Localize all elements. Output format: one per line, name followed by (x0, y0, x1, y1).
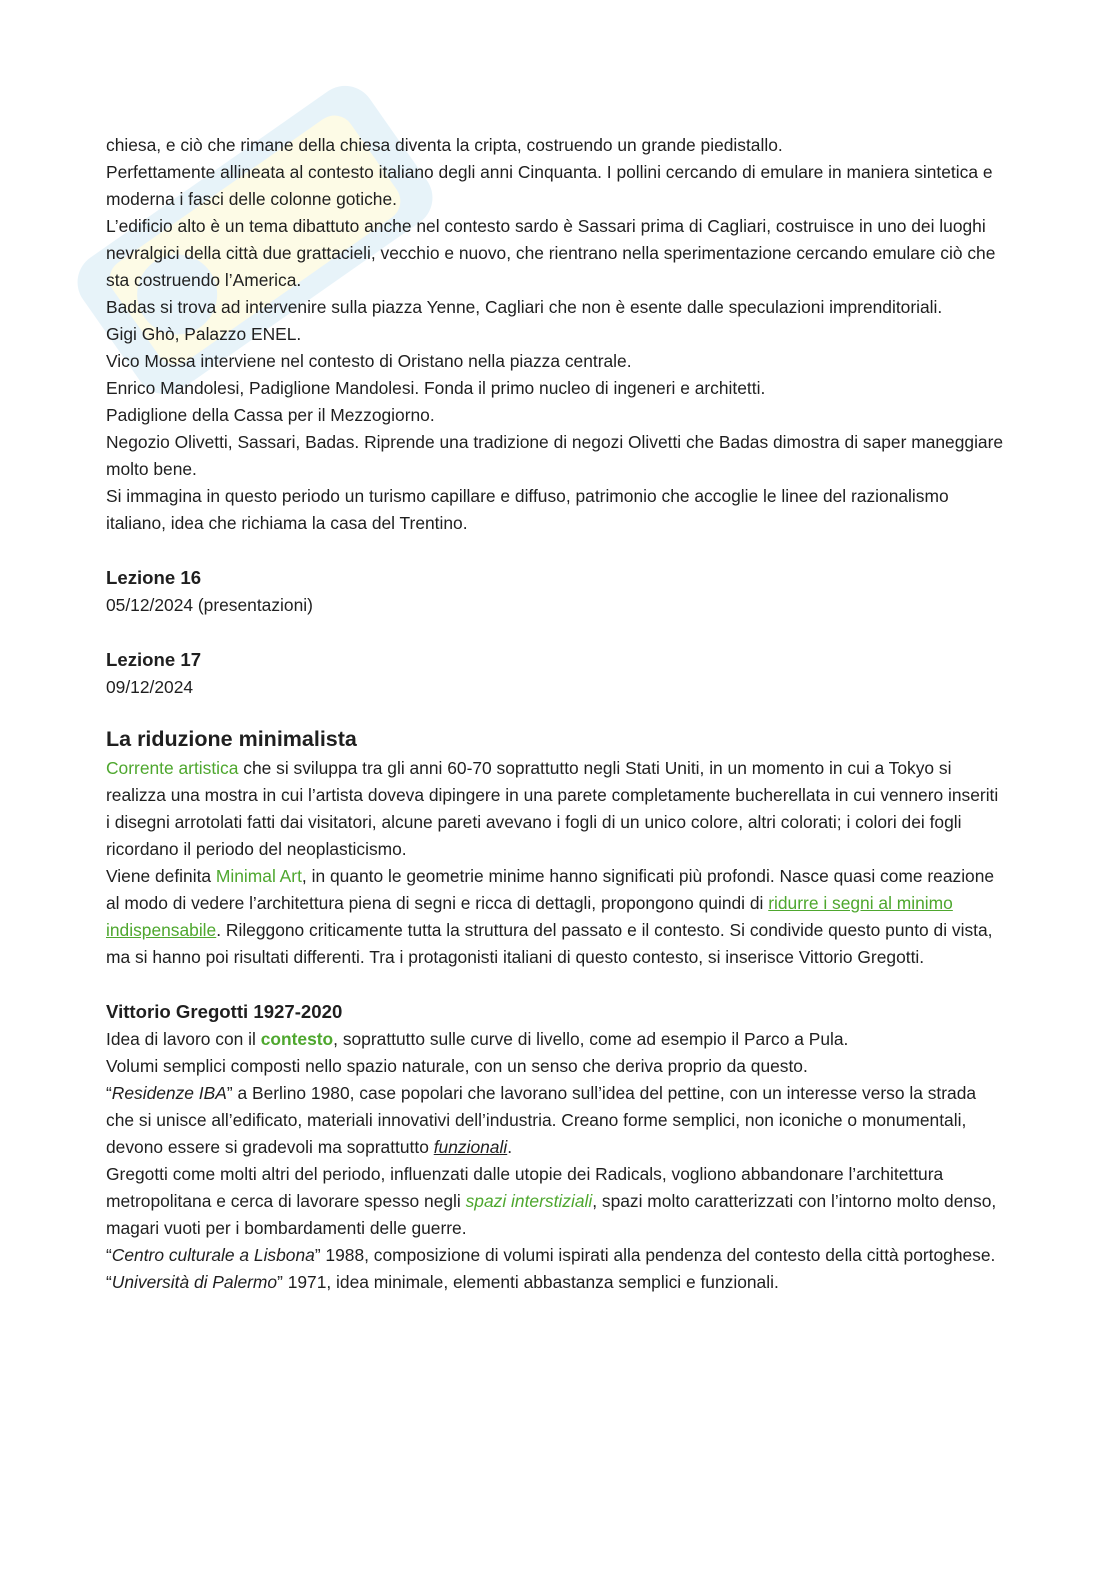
text-run: Gregotti come molti altri del periodo, influenzati dalle utopie dei Radicals, vogliono abbandonare l’architettura metropolitana e cerca di lavorare spesso negli (106, 1164, 944, 1211)
text-run: Idea di lavoro con il (106, 1029, 261, 1049)
subsection-heading: Vittorio Gregotti 1927-2020 (106, 1001, 343, 1022)
paragraph: L’edificio alto è un tema dibattuto anche nel contesto sardo è Sassari prima di Cagliari, costruisce in uno dei luoghi nevralgici della città due grattacieli, vecchio e nuovo, che rientrano nella sperimentazione cercando emulare ciò che sta costruendo l’America. (106, 216, 996, 290)
highlight-term: Corrente artistica (106, 758, 239, 778)
text-run: ” a Berlino 1980, case popolari che lavorano sull’idea del pettine, con un interesse verso la strada che si unisce all’edificato, materiali innovativi dell’industria. Creano forme semplici, non iconiche o monumentali, devono essere si gradevoli ma soprattutto (106, 1083, 977, 1157)
paragraph: Vico Mossa interviene nel contesto di Oristano nella piazza centrale. (106, 351, 632, 371)
text-run: “ (106, 1083, 112, 1103)
highlight-term: contesto (260, 1029, 334, 1049)
text-run: ” 1988, composizione di volumi ispirati alla pendenza del contesto della città portoghese. (314, 1245, 996, 1265)
paragraph: Volumi semplici composti nello spazio naturale, con un senso che deriva proprio da questo. (106, 1056, 808, 1076)
paragraph: Perfettamente allineata al contesto italiano degli anni Cinquanta. I pollini cercando di emulare in maniera sintetica e moderna i fasci delle colonne gotiche. (106, 162, 993, 209)
text-run: che si sviluppa tra gli anni 60-70 soprattutto negli Stati Uniti, in un momento in cui a Tokyo si realizza una mostra in cui l’artista doveva dipingere in una parete completamente bucherellata in cui vennero inseriti i disegni arrotolati fatti dai visitatori, alcune pareti avevano i fogli di un unico colore, altri colorati; i colori dei fogli ricordano il periodo del neoplasticismo. (106, 758, 999, 859)
highlight-term: spazi interstiziali (465, 1191, 593, 1211)
paragraph (106, 1269, 1006, 1296)
text-run: “ (106, 1245, 112, 1265)
highlight-underlined-term: ridurre i segni al minimo indispensabile (106, 893, 953, 940)
text-run: , soprattutto sulle curve di livello, come ad esempio il Parco a Pula. (333, 1029, 849, 1049)
paragraph: Badas si trova ad intervenire sulla piazza Yenne, Cagliari che non è esente dalle speculazioni imprenditoriali. (106, 297, 943, 317)
lesson-title: Lezione 17 (106, 649, 202, 670)
work-title: Residenze IBA (111, 1083, 227, 1103)
paragraph (106, 1242, 1006, 1269)
highlight-term: Minimal Art (215, 866, 302, 886)
text-run: “ (106, 1272, 112, 1292)
text-run: Viene definita (106, 866, 216, 886)
paragraph: Enrico Mandolesi, Padiglione Mandolesi. Fonda il primo nucleo di ingeneri e architetti. (106, 378, 766, 398)
lesson-title: Lezione 16 (106, 567, 202, 588)
text-run: , spazi molto caratterizzati con l’intorno molto denso, magari vuoti per i bombardamenti delle guerre. (106, 1191, 997, 1238)
text-run: . (507, 1137, 513, 1157)
paragraph: Si immagina in questo periodo un turismo capillare e diffuso, patrimonio che accoglie le linee del razionalismo italiano, idea che richiama la casa del Trentino. (106, 486, 949, 533)
lesson-date: 09/12/2024 (106, 677, 194, 697)
lesson-date: 05/12/2024 (presentazioni) (106, 595, 313, 615)
paragraph: Gigi Ghò, Palazzo ENEL. (106, 324, 302, 344)
paragraph (106, 863, 1006, 971)
text-run: , in quanto le geometrie minime hanno significati più profondi. Nasce quasi come reazione al modo di vedere l’architettura piena di segni e ricca di dettagli, propongono quindi di (106, 866, 995, 913)
work-title: Centro culturale a Lisbona (111, 1245, 315, 1265)
emphasis-term: funzionali (433, 1137, 508, 1157)
text-run: . Rileggono criticamente tutta la struttura del passato e il contesto. Si condivide questo punto di vista, ma si hanno poi risultati differenti. Tra i protagonisti italiani di questo contesto, si inserisce Vittorio Gregotti. (106, 920, 993, 967)
paragraph (106, 1026, 1006, 1053)
paragraph (106, 1080, 1006, 1161)
text-run: ” 1971, idea minimale, elementi abbastanza semplici e funzionali. (277, 1272, 779, 1292)
paragraph: Negozio Olivetti, Sassari, Badas. Riprende una tradizione di negozi Olivetti che Badas dimostra di saper maneggiare molto bene. (106, 432, 1004, 479)
paragraph: Padiglione della Cassa per il Mezzogiorno. (106, 405, 435, 425)
section-heading: La riduzione minimalista (106, 727, 357, 751)
work-title: Università di Palermo (111, 1272, 278, 1292)
document-page (106, 132, 1006, 1296)
paragraph: chiesa, e ciò che rimane della chiesa diventa la cripta, costruendo un grande piedistallo. (106, 135, 783, 155)
paragraph (106, 755, 1006, 863)
paragraph (106, 1161, 1006, 1242)
